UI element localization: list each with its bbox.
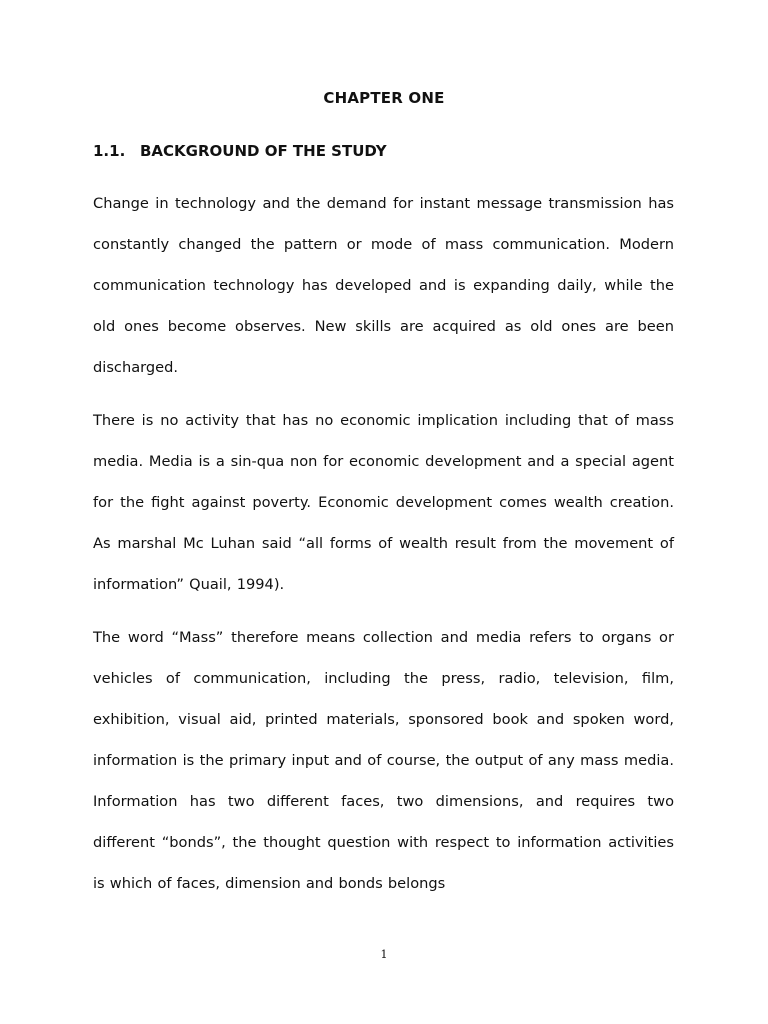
body-text (93, 183, 674, 916)
paragraph: Change in technology and the demand for instant message transmission has constantly changed the pattern or mode of mass communication. Modern communication technology has developed and is expanding daily, while the old ones become observes. New skills are acquired as old ones are been discharged. (93, 195, 674, 376)
section-heading (93, 141, 387, 161)
paragraph: There is no activity that has no economic implication including that of mass media. Media is a sin-qua non for economic development and a special agent for the fight against poverty. Economic development comes wealth creation. As marshal Mc Luhan said “all forms of wealth result from the movement of information” Quail, 1994). (93, 412, 674, 593)
paragraph: The word “Mass” therefore means collection and media refers to organs or vehicles of communication, including the press, radio, television, film, exhibition, visual aid, printed materials, sponsored book and spoken word, information is the primary input and of course, the output of any mass media. Information has two different faces, two dimensions, and requires two different “bonds”, the thought question with respect to information activities is which of faces, dimension and bonds belongs (93, 629, 674, 892)
chapter-title: CHAPTER ONE (323, 89, 445, 107)
section-title: BACKGROUND OF THE STUDY (140, 142, 387, 160)
page-number: 1 (380, 948, 388, 961)
section-number: 1.1. (93, 142, 126, 160)
